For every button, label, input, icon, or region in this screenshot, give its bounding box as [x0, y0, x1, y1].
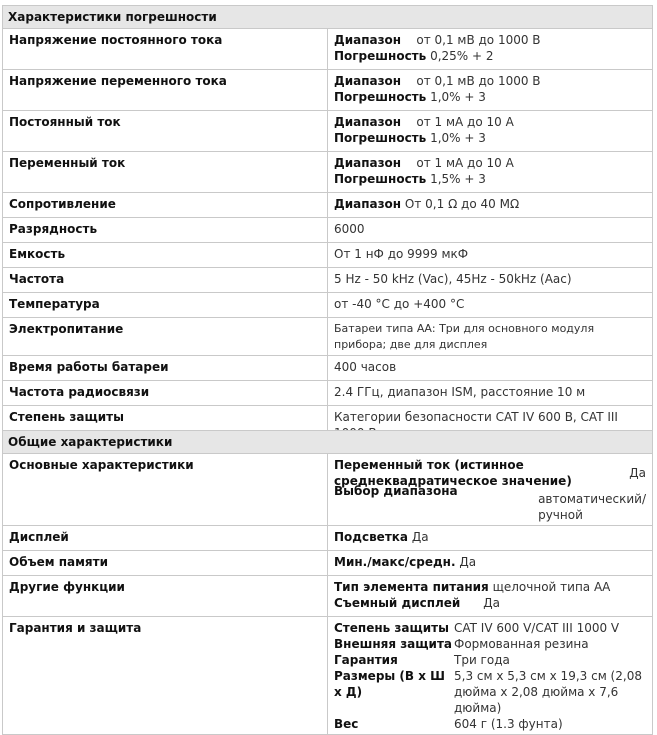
error-key: Погрешность [334, 131, 427, 145]
table-row [3, 356, 653, 381]
feature-value: Да [629, 466, 646, 480]
row-label: Частота [3, 268, 328, 293]
accuracy-header: Характеристики погрешности [3, 6, 653, 29]
row-value [328, 70, 653, 111]
range-value: от 1 мА до 10 А [416, 156, 514, 170]
feature-value: CAT IV 600 V/CAT III 1000 V [454, 621, 620, 635]
feature-value: Да [459, 555, 477, 569]
row-label: Объем памяти [3, 551, 328, 576]
row-value: 400 часов [328, 356, 653, 381]
row-value: От 1 нФ до 9999 мкФ [328, 243, 653, 268]
table-row [3, 152, 653, 193]
general-table [2, 430, 653, 735]
row-label: Переменный ток [3, 152, 328, 193]
row-value [328, 152, 653, 193]
general-header: Общие характеристики [3, 431, 653, 454]
general-section [2, 430, 653, 735]
row-label: Разрядность [3, 218, 328, 243]
range-value: от 1 мА до 10 А [416, 115, 514, 129]
range-key: Диапазон [334, 74, 402, 88]
row-label: Другие функции [3, 576, 328, 617]
feature-value: Да [483, 596, 500, 610]
range-key: Диапазон [334, 33, 402, 47]
row-label: Напряжение постоянного тока [3, 29, 328, 70]
row-value: 5 Hz - 50 kHz (Vac), 45Hz - 50kHz (Aac) [328, 268, 653, 293]
range-key: Диапазон [334, 197, 402, 211]
range-value: от 0,1 мВ до 1000 В [416, 33, 541, 47]
feature-value: щелочной типа АА [492, 580, 611, 594]
feature-value: автоматический/ ручной [538, 492, 646, 522]
row-value [328, 526, 653, 551]
row-value: 2.4 ГГц, диапазон ISM, расстояние 10 м [328, 381, 653, 406]
error-key: Погрешность [334, 172, 427, 186]
row-value [328, 454, 653, 526]
feature-value: 5,3 см x 5,3 см x 19,3 см (2,08 дюйма x 2,08 дюйма x 7,6 дюйма) [454, 669, 642, 715]
table-row [3, 70, 653, 111]
table-row [3, 526, 653, 551]
range-key: Диапазон [334, 156, 402, 170]
row-label: Электропитание [3, 318, 328, 356]
range-value: От 0,1 Ω до 40 MΩ [404, 197, 520, 211]
error-key: Погрешность [334, 90, 427, 104]
feature-value: Да [411, 530, 429, 544]
feature-value: Три года [454, 653, 510, 667]
row-value [328, 193, 653, 218]
row-label: Степень защиты [3, 406, 328, 444]
table-row [3, 268, 653, 293]
table-row [3, 617, 653, 735]
error-value: 0,25% + 2 [430, 49, 494, 63]
table-row [3, 243, 653, 268]
row-value: от -40 °C до +400 °C [328, 293, 653, 318]
row-value: 6000 [328, 218, 653, 243]
accuracy-section [2, 5, 653, 444]
row-value [328, 617, 653, 735]
feature-key: Выбор диапазона [334, 484, 458, 498]
feature-key: Мин./макс/средн. [334, 555, 456, 569]
error-value: 1,0% + 3 [430, 131, 486, 145]
table-row [3, 111, 653, 152]
table-row [3, 551, 653, 576]
feature-key: Внешняя защита [334, 637, 452, 651]
row-value: Батареи типа АА: Три для основного модуля прибора; две для дисплея [328, 318, 653, 356]
range-key: Диапазон [334, 115, 402, 129]
table-row [3, 218, 653, 243]
table-row [3, 193, 653, 218]
accuracy-table [2, 5, 653, 444]
row-label: Основные характеристики [3, 454, 328, 526]
row-label: Температура [3, 293, 328, 318]
feature-value: 604 г (1.3 фунта) [454, 717, 563, 731]
table-row [3, 576, 653, 617]
row-label: Частота радиосвязи [3, 381, 328, 406]
feature-key: Съемный дисплей [334, 596, 461, 610]
table-row [3, 381, 653, 406]
error-value: 1,0% + 3 [430, 90, 486, 104]
row-label: Постоянный ток [3, 111, 328, 152]
feature-key: Подсветка [334, 530, 409, 544]
error-key: Погрешность [334, 49, 427, 63]
feature-key: Вес [334, 717, 359, 731]
feature-value: Формованная резина [454, 637, 589, 651]
table-row [3, 293, 653, 318]
row-value [328, 551, 653, 576]
row-label: Напряжение переменного тока [3, 70, 328, 111]
table-row [3, 318, 653, 356]
feature-key: Тип элемента питания [334, 580, 489, 594]
row-value [328, 111, 653, 152]
error-value: 1,5% + 3 [430, 172, 486, 186]
feature-key: Размеры (В х Ш х Д) [334, 669, 445, 699]
feature-key: Переменный ток (истинное среднеквадратическое значение) [334, 458, 572, 488]
row-label: Дисплей [3, 526, 328, 551]
row-value: Категории безопасности CAT IV 600 В, CAT III [328, 406, 653, 444]
feature-key: Степень защиты [334, 621, 449, 635]
table-row [3, 29, 653, 70]
row-label: Емкость [3, 243, 328, 268]
row-value [328, 576, 653, 617]
row-label: Гарантия и защита [3, 617, 328, 735]
row-value [328, 29, 653, 70]
range-value: от 0,1 мВ до 1000 В [416, 74, 541, 88]
row-label: Время работы батареи [3, 356, 328, 381]
table-row [3, 454, 653, 526]
feature-key: Гарантия [334, 653, 398, 667]
row-label: Сопротивление [3, 193, 328, 218]
